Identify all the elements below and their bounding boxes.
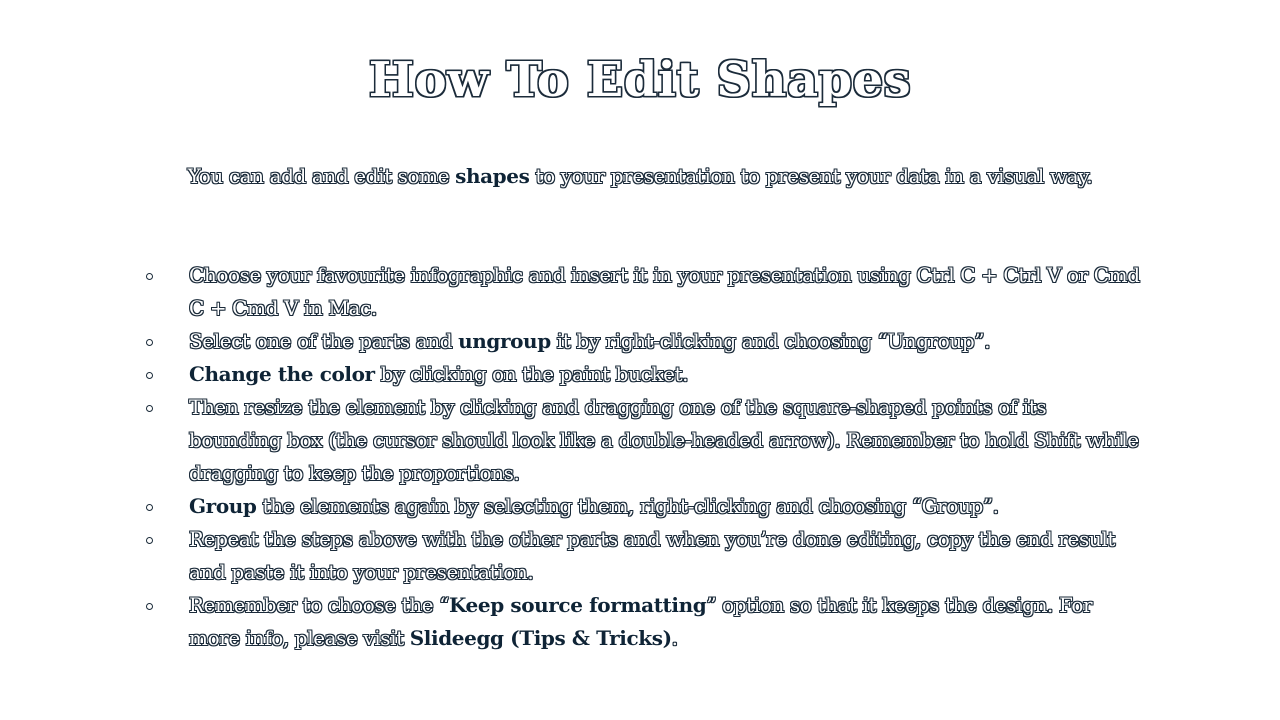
bullet-text-after: it by right-clicking and choosing “Ungroup”. — [550, 329, 991, 353]
bullet-text-end: . — [671, 626, 678, 650]
bullet-bold-keep-source-formatting: Keep source formatting — [449, 593, 707, 617]
bullet-icon — [146, 273, 153, 280]
list-item — [142, 358, 1142, 391]
bullet-text-before: Remember to choose the “ — [189, 593, 450, 617]
bullet-bold-ungroup: ungroup — [458, 329, 551, 353]
list-item — [142, 325, 1142, 358]
slideegg-link[interactable]: Slideegg (Tips & Tricks) — [409, 626, 672, 650]
bullet-text: Repeat the steps above with the other parts and when you’re done editing, copy the end result and paste it into your presentation. — [189, 527, 1115, 584]
bullet-icon — [146, 537, 153, 544]
intro-paragraph — [0, 162, 1280, 190]
list-item — [142, 259, 1142, 325]
list-item — [142, 589, 1142, 655]
bullet-text-after: ” option so that it keeps the design. For more info, please visit — [189, 593, 1093, 650]
bullet-icon — [146, 339, 153, 346]
intro-text-after: to your presentation to present your data in a visual way. — [529, 164, 1093, 188]
bullet-text: Choose your favourite infographic and insert it in your presentation using Ctrl C + Ctrl V or Cmd C + Cmd V in Mac. — [189, 263, 1140, 320]
bullet-icon — [146, 504, 153, 511]
intro-text-before: You can add and edit some — [187, 164, 456, 188]
bullet-icon — [146, 603, 153, 610]
intro-bold-shapes: shapes — [455, 164, 530, 188]
bullet-bold-group: Group — [189, 494, 257, 518]
bullet-text-after: by clicking on the paint bucket. — [374, 362, 689, 386]
bullet-text-before: Select one of the parts and — [189, 329, 459, 353]
list-item — [142, 490, 1142, 523]
list-item — [142, 523, 1142, 589]
bullet-icon — [146, 372, 153, 379]
bullet-text-after: the elements again by selecting them, right-clicking and choosing “Group”. — [256, 494, 999, 518]
bullet-icon — [146, 405, 153, 412]
slide-title: How To Edit Shapes — [368, 52, 912, 108]
bullet-bold-change-color: Change the color — [189, 362, 375, 386]
bullet-text: Then resize the element by clicking and dragging one of the square-shaped points of its bounding box (the cursor should look like a double-headed arrow). Remember to hold Shift while dragging to keep the proportions. — [189, 395, 1139, 485]
instruction-list — [142, 259, 1142, 655]
list-item — [142, 391, 1142, 490]
